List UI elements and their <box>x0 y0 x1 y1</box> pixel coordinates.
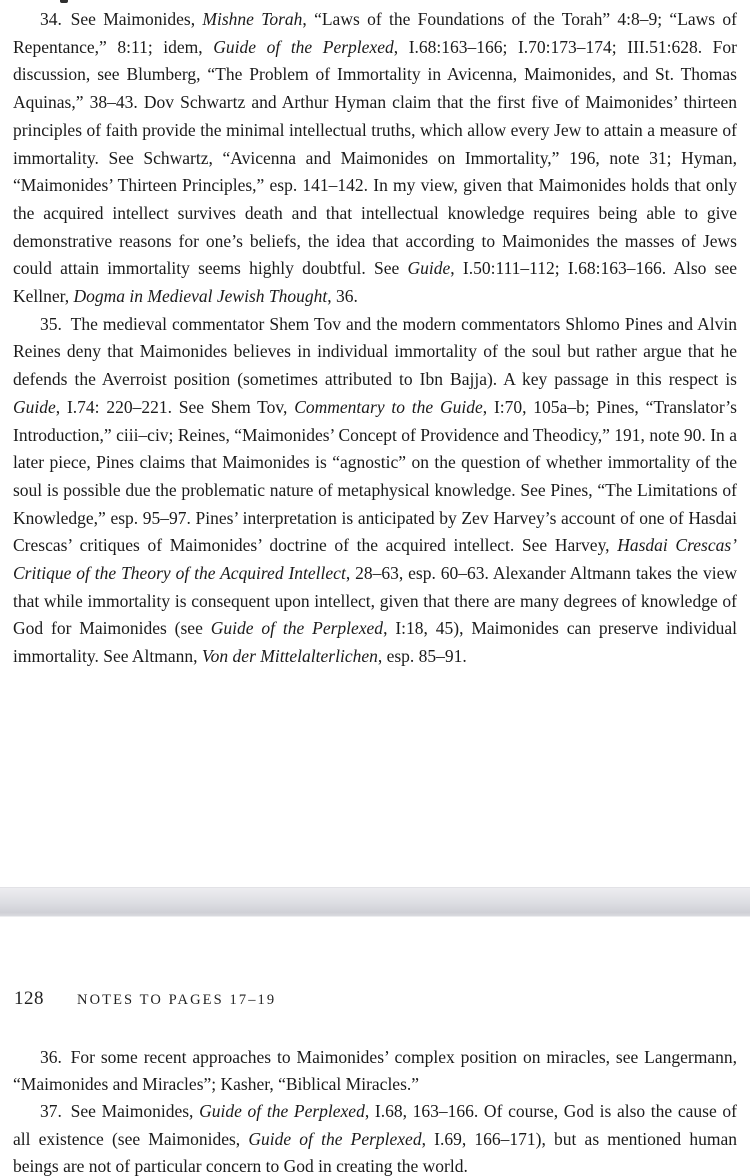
page-128-notes <box>0 1044 750 1176</box>
page-128-top <box>0 918 750 1176</box>
clipped-previous-line-fragment <box>60 0 68 3</box>
running-header <box>14 988 750 1010</box>
footnote-36: 36. For some recent approaches to Maimonides’ complex position on miracles, see Langermann, “Maimonides and Miracles”; Kasher, “Biblical Miracles.” <box>13 1047 737 1095</box>
running-header-title: NOTES TO PAGES 17–19 <box>77 992 277 1008</box>
footnote-34: 34. See Maimonides, Mishne Torah, “Laws of the Foundations of the Torah” 4:8–9; “Laws of Repentance,” 8:11; idem, Guide of the Perplexed, I.68:163–166; I.70:173–174; III.51:628. For discussion, see Blumberg, “The Problem of Immortality in Avicenna, Maimonides, and St. Thomas Aquinas,” 38–43. Dov Schwartz and Arthur Hyman claim that the first five of Maimonides’ thirteen principles of faith provide the minimal intellectual truths, which allow every Jew to attain a measure of immortality. See Schwartz, “Avicenna and Maimonides on Immortality,” 196, note 31; Hyman, “Maimonides’ Thirteen Principles,” esp. 141–142. In my view, given that Maimonides holds that only the acquired intellect survives death and that intellectual knowledge requires being able to give demonstrative reasons for one’s beliefs, the idea that according to Maimonides the masses of Jews could attain immortality seems highly doubtful. See Guide, I.50:111–112; I.68:163–166. Also see Kellner, Dogma in Medieval Jewish Thought, 36. <box>13 9 737 307</box>
footnote-35: 35. The medieval commentator Shem Tov and the modern commentators Shlomo Pines and Alvin Reines deny that Maimonides believes in individual immortality of the soul but rather argue that he defends the Averroist position (sometimes attributed to Ibn Bajja). A key passage in this respect is Guide, I.74: 220–221. See Shem Tov, Commentary to the Guide, I:70, 105a–b; Pines, “Translator’s Introduction,” ciii–civ; Reines, “Maimonides’ Concept of Providence and Theodicy,” 191, note 90. In a later piece, Pines claims that Maimonides is “agnostic” on the question of whether immortality of the soul is possible due the problematic nature of metaphysical knowledge. See Pines, “The Limitations of Knowledge,” esp. 95–97. Pines’ interpretation is anticipated by Zev Harvey’s account of one of Hasdai Crescas’ critiques of Maimonides’ doctrine of the acquired intellect. See Harvey, Hasdai Crescas’ Critique of the Theory of the Acquired Intellect, 28–63, esp. 60–63. Alexander Altmann takes the view that while immortality is consequent upon intellect, given that there are many degrees of knowledge of God for Maimonides (see Guide of the Perplexed, I:18, 45), Maimonides can preserve individual immortality. See Altmann, Von der Mittelalterlichen, esp. 85–91. <box>13 313 738 667</box>
page-break-divider <box>0 887 750 917</box>
footnote-37: 37. See Maimonides, Guide of the Perplexed, I.68, 163–166. Of course, God is also the cause of all existence (see Maimonides, Guide of the Perplexed, I.69, 166–171), but as mentioned human beings are not of particular concern to God in creating the world. <box>13 1101 737 1176</box>
page-number: 128 <box>14 988 44 1009</box>
